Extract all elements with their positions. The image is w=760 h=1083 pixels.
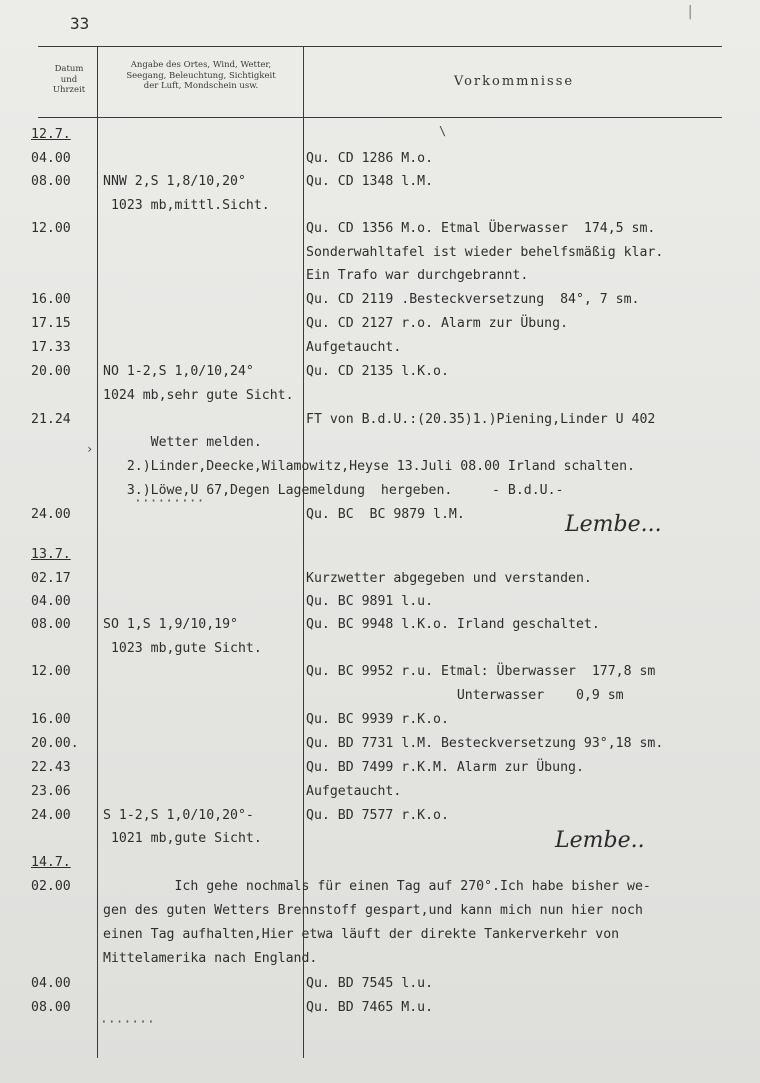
header-top-rule [38, 46, 722, 47]
log-weather: 1024 mb,sehr gute Sicht. [103, 388, 294, 403]
header-date-time [42, 64, 96, 96]
header-col2-line: Seegang, Beleuchtung, Sichtigkeit [126, 70, 276, 81]
log-event: Qu. BD 7731 l.M. Besteckversetzung 93°,18 sm. [306, 736, 664, 751]
header-col1-line: Uhrzeit [52, 85, 86, 95]
log-time: 12.00 [31, 664, 71, 679]
log-time: 02.17 [31, 571, 71, 586]
log-time: 04.00 [31, 151, 71, 166]
header-bottom-rule [38, 117, 722, 118]
stray-mark: \ [439, 124, 447, 138]
log-time: 20.00 [31, 364, 71, 379]
log-event: Unterwasser 0,9 sm [306, 688, 624, 703]
log-text-spanning: 3.)Löwe,U 67,Degen Lagemeldung hergeben. - B.d.U.- [103, 483, 564, 498]
log-event: Qu. BC 9952 r.u. Etmal: Überwasser 177,8 sm [306, 664, 656, 679]
log-text-spanning: einen Tag aufhalten,Hier etwa läuft der direkte Tankerverkehr von [103, 927, 620, 942]
log-time: 24.00 [31, 507, 71, 522]
header-events: Vorkommnisse [453, 74, 575, 89]
header-location-weather [100, 60, 302, 92]
log-time: 16.00 [31, 712, 71, 727]
log-time: 08.00 [31, 1000, 71, 1015]
stray-mark: › [86, 442, 94, 456]
header-col1-line: Datum [54, 64, 84, 74]
log-event: Qu. BD 7577 r.K.o. [306, 808, 449, 823]
log-event: Sonderwahltafel ist wieder behelfsmäßig klar. [306, 245, 664, 260]
log-time: 24.00 [31, 808, 71, 823]
log-text-spanning: gen des guten Wetters Brennstoff gespart,und kann mich nun hier noch [103, 903, 643, 918]
log-text-spanning: Ich gehe nochmals für einen Tag auf 270°.Ich habe bisher we- [103, 879, 651, 894]
log-event: Qu. CD 2127 r.o. Alarm zur Übung. [306, 316, 569, 331]
log-weather: SO 1,S 1,9/10,19° [103, 617, 238, 632]
log-event: Qu. BD 7545 l.u. [306, 976, 434, 991]
log-time: 16.00 [31, 292, 71, 307]
corner-mark: | [686, 4, 695, 20]
log-time: 17.15 [31, 316, 71, 331]
signature: Lembe.. [555, 828, 645, 853]
log-time: 21.24 [31, 412, 71, 427]
column-divider-1 [97, 46, 98, 1058]
log-time: 08.00 [31, 174, 71, 189]
log-event: Qu. BD 7465 M.u. [306, 1000, 434, 1015]
log-time: 17.33 [31, 340, 71, 355]
page-number: 33 [70, 14, 90, 33]
log-event: Ein Trafo war durchgebrannt. [306, 268, 529, 283]
log-event: Qu. CD 1348 l.M. [306, 174, 434, 189]
log-text-spanning: Wetter melden. [103, 435, 262, 450]
header-col1-line: und [60, 74, 78, 85]
header-col2-line: Angabe des Ortes, Wind, Wetter, [130, 60, 272, 70]
signature: Lembe... [565, 512, 662, 537]
log-text-spanning: Mittelamerika nach England. [103, 951, 318, 966]
log-time: 04.00 [31, 976, 71, 991]
dotted-mark: ········· [134, 494, 205, 509]
log-date: 14.7. [31, 855, 71, 870]
log-event: Qu. BC 9939 r.K.o. [306, 712, 449, 727]
log-time: 02.00 [31, 879, 71, 894]
log-weather: 1023 mb,mittl.Sicht. [103, 198, 270, 213]
log-date: 13.7. [31, 547, 71, 562]
log-event: FT von B.d.U.:(20.35)1.)Piening,Linder U 402 [306, 412, 656, 427]
log-date: 12.7. [31, 127, 71, 142]
log-text-spanning: 2.)Linder,Deecke,Wilamowitz,Heyse 13.Juli 08.00 Irland schalten. [103, 459, 635, 474]
log-event: Kurzwetter abgegeben und verstanden. [306, 571, 592, 586]
log-time: 12.00 [31, 221, 71, 236]
log-event: Qu. CD 1286 M.o. [306, 151, 434, 166]
log-time: 08.00 [31, 617, 71, 632]
log-event: Aufgetaucht. [306, 784, 402, 799]
log-event: Qu. CD 2119 .Besteckversetzung 84°, 7 sm. [306, 292, 640, 307]
log-event: Qu. CD 2135 l.K.o. [306, 364, 449, 379]
log-weather: NNW 2,S 1,8/10,20° [103, 174, 246, 189]
header-col2-line: der Luft, Mondschein usw. [143, 81, 259, 91]
log-event: Qu. BC 9948 l.K.o. Irland geschaltet. [306, 617, 600, 632]
log-event: Qu. BD 7499 r.K.M. Alarm zur Übung. [306, 760, 584, 775]
log-weather: 1023 mb,gute Sicht. [103, 641, 262, 656]
log-weather: 1021 mb,gute Sicht. [103, 831, 262, 846]
log-time: 20.00. [31, 736, 79, 751]
dotted-mark: ······· [100, 1015, 155, 1030]
log-event: Qu. BC 9891 l.u. [306, 594, 434, 609]
log-time: 23.06 [31, 784, 71, 799]
log-time: 04.00 [31, 594, 71, 609]
log-time: 22.43 [31, 760, 71, 775]
log-weather: S 1-2,S 1,0/10,20°- [103, 808, 254, 823]
log-event: Aufgetaucht. [306, 340, 402, 355]
log-event: Qu. CD 1356 M.o. Etmal Überwasser 174,5 sm. [306, 221, 656, 236]
log-event: Qu. BC BC 9879 l.M. [306, 507, 465, 522]
log-weather: NO 1-2,S 1,0/10,24° [103, 364, 254, 379]
